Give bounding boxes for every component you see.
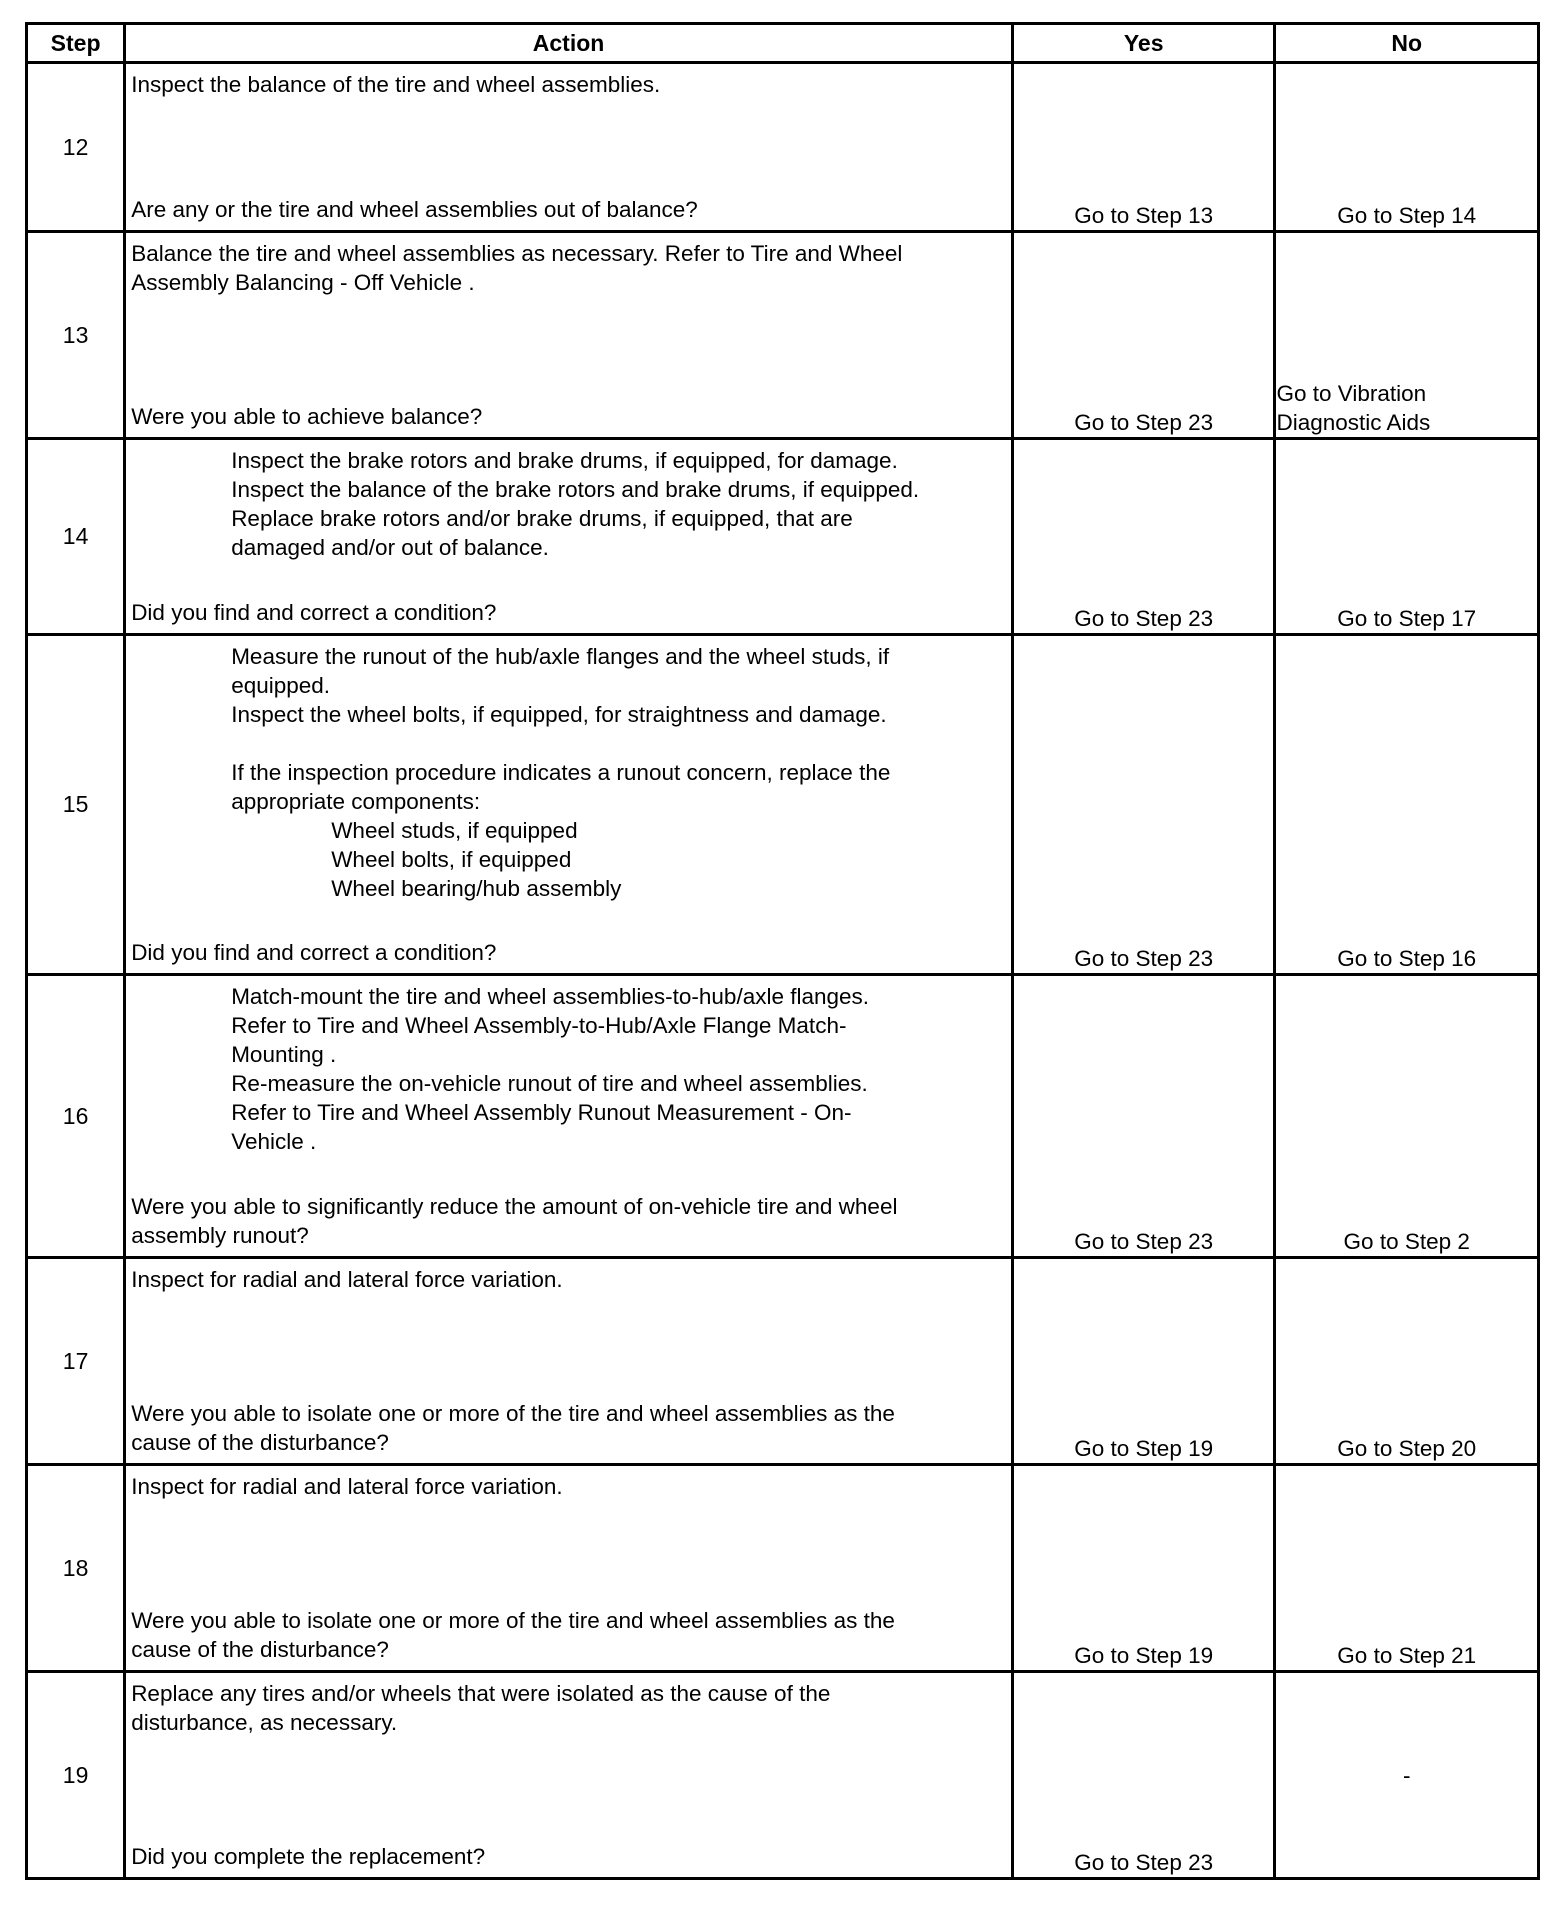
yes-result: Go to Step 23 [1012, 439, 1275, 635]
step-number: 16 [27, 975, 125, 1258]
header-row [27, 24, 1539, 63]
action-cell [125, 635, 1013, 975]
diagnostic-table [25, 22, 1540, 1880]
table-row [27, 1258, 1539, 1465]
action-question: Did you find and correct a condition? [131, 600, 497, 625]
action-question: Were you able to achieve balance? [131, 404, 483, 429]
no-result: Go to Step 21 [1275, 1465, 1539, 1672]
action-question: Were you able to isolate one or more of the tire and wheel assemblies as the cause of the disturbance? [131, 1608, 895, 1662]
action-cell [125, 63, 1013, 232]
action-text: Inspect for radial and lateral force variation. [131, 1267, 563, 1292]
action-text: Inspect for radial and lateral force variation. [131, 1474, 563, 1499]
action-question: Are any or the tire and wheel assemblies out of balance? [131, 197, 698, 222]
list-item: Wheel bearing/hub assembly [331, 876, 622, 901]
step-number: 17 [27, 1258, 125, 1465]
step-number: 15 [27, 635, 125, 975]
header-action: Action [125, 24, 1013, 63]
action-text: Inspect the balance of the tire and wheel assemblies. [131, 72, 661, 97]
table-row [27, 635, 1539, 975]
action-text: Balance the tire and wheel assemblies as necessary. Refer to Tire and Wheel Assembly Balancing - Off Vehicle . [131, 241, 903, 295]
step-number: 19 [27, 1672, 125, 1879]
component-list [131, 816, 1003, 903]
no-result: Go to Step 14 [1275, 63, 1539, 232]
no-result: Go to Step 2 [1275, 975, 1539, 1258]
no-result: Go to Step 16 [1275, 635, 1539, 975]
action-text: Measure the runout of the hub/axle flanges and the wheel studs, if equipped. Inspect the wheel bolts, if equipped, for straightness and damage. If the inspection procedure indicates a runout concern, replace the appropriate components: Wheel studs, if equipped Wheel bolts, if equipped Wheel bearing/hub assembly [131, 642, 1003, 903]
step-number: 18 [27, 1465, 125, 1672]
table-row [27, 1672, 1539, 1879]
yes-result: Go to Step 23 [1012, 1672, 1275, 1879]
header-no: No [1275, 24, 1539, 63]
table-row [27, 975, 1539, 1258]
action-cell [125, 1672, 1013, 1879]
action-cell [125, 975, 1013, 1258]
no-result: Go to Step 20 [1275, 1258, 1539, 1465]
yes-result: Go to Step 23 [1012, 975, 1275, 1258]
table-row [27, 232, 1539, 439]
action-cell [125, 1465, 1013, 1672]
yes-result: Go to Step 19 [1012, 1258, 1275, 1465]
table-row [27, 1465, 1539, 1672]
yes-result: Go to Step 19 [1012, 1465, 1275, 1672]
table-row [27, 439, 1539, 635]
no-result: - [1275, 1672, 1539, 1879]
step-number: 13 [27, 232, 125, 439]
step-number: 12 [27, 63, 125, 232]
action-cell [125, 1258, 1013, 1465]
header-yes: Yes [1012, 24, 1275, 63]
no-result: Go to Step 17 [1275, 439, 1539, 635]
list-item: Wheel bolts, if equipped [331, 847, 572, 872]
yes-result: Go to Step 13 [1012, 63, 1275, 232]
no-result: Go to Vibration Diagnostic Aids [1275, 232, 1539, 439]
table-row [27, 63, 1539, 232]
yes-result: Go to Step 23 [1012, 232, 1275, 439]
action-cell [125, 232, 1013, 439]
action-question: Were you able to significantly reduce the amount of on-vehicle tire and wheel assembly runout? [131, 1194, 898, 1248]
action-text: Inspect the brake rotors and brake drums, if equipped, for damage. Inspect the balance of the brake rotors and brake drums, if equipped. Replace brake rotors and/or brake drums, if equipped, that are damaged and/or out of balance. [231, 448, 920, 560]
list-item: Wheel studs, if equipped [331, 818, 578, 843]
header-step: Step [27, 24, 125, 63]
yes-result: Go to Step 23 [1012, 635, 1275, 975]
action-text: Match-mount the tire and wheel assemblies-to-hub/axle flanges. Refer to Tire and Wheel Assembly-to-Hub/Axle Flange Match- Mounting . Re-measure the on-vehicle runout of tire and wheel assemblies. Refer to Tire and Wheel Assembly Runout Measurement - On- Vehicle . [231, 984, 870, 1154]
action-question: Did you find and correct a condition? [131, 940, 497, 965]
action-question: Were you able to isolate one or more of the tire and wheel assemblies as the cause of the disturbance? [131, 1401, 895, 1455]
action-question: Did you complete the replacement? [131, 1844, 486, 1869]
action-cell [125, 439, 1013, 635]
action-text: Replace any tires and/or wheels that were isolated as the cause of the disturbance, as necessary. [131, 1681, 831, 1735]
step-number: 14 [27, 439, 125, 635]
